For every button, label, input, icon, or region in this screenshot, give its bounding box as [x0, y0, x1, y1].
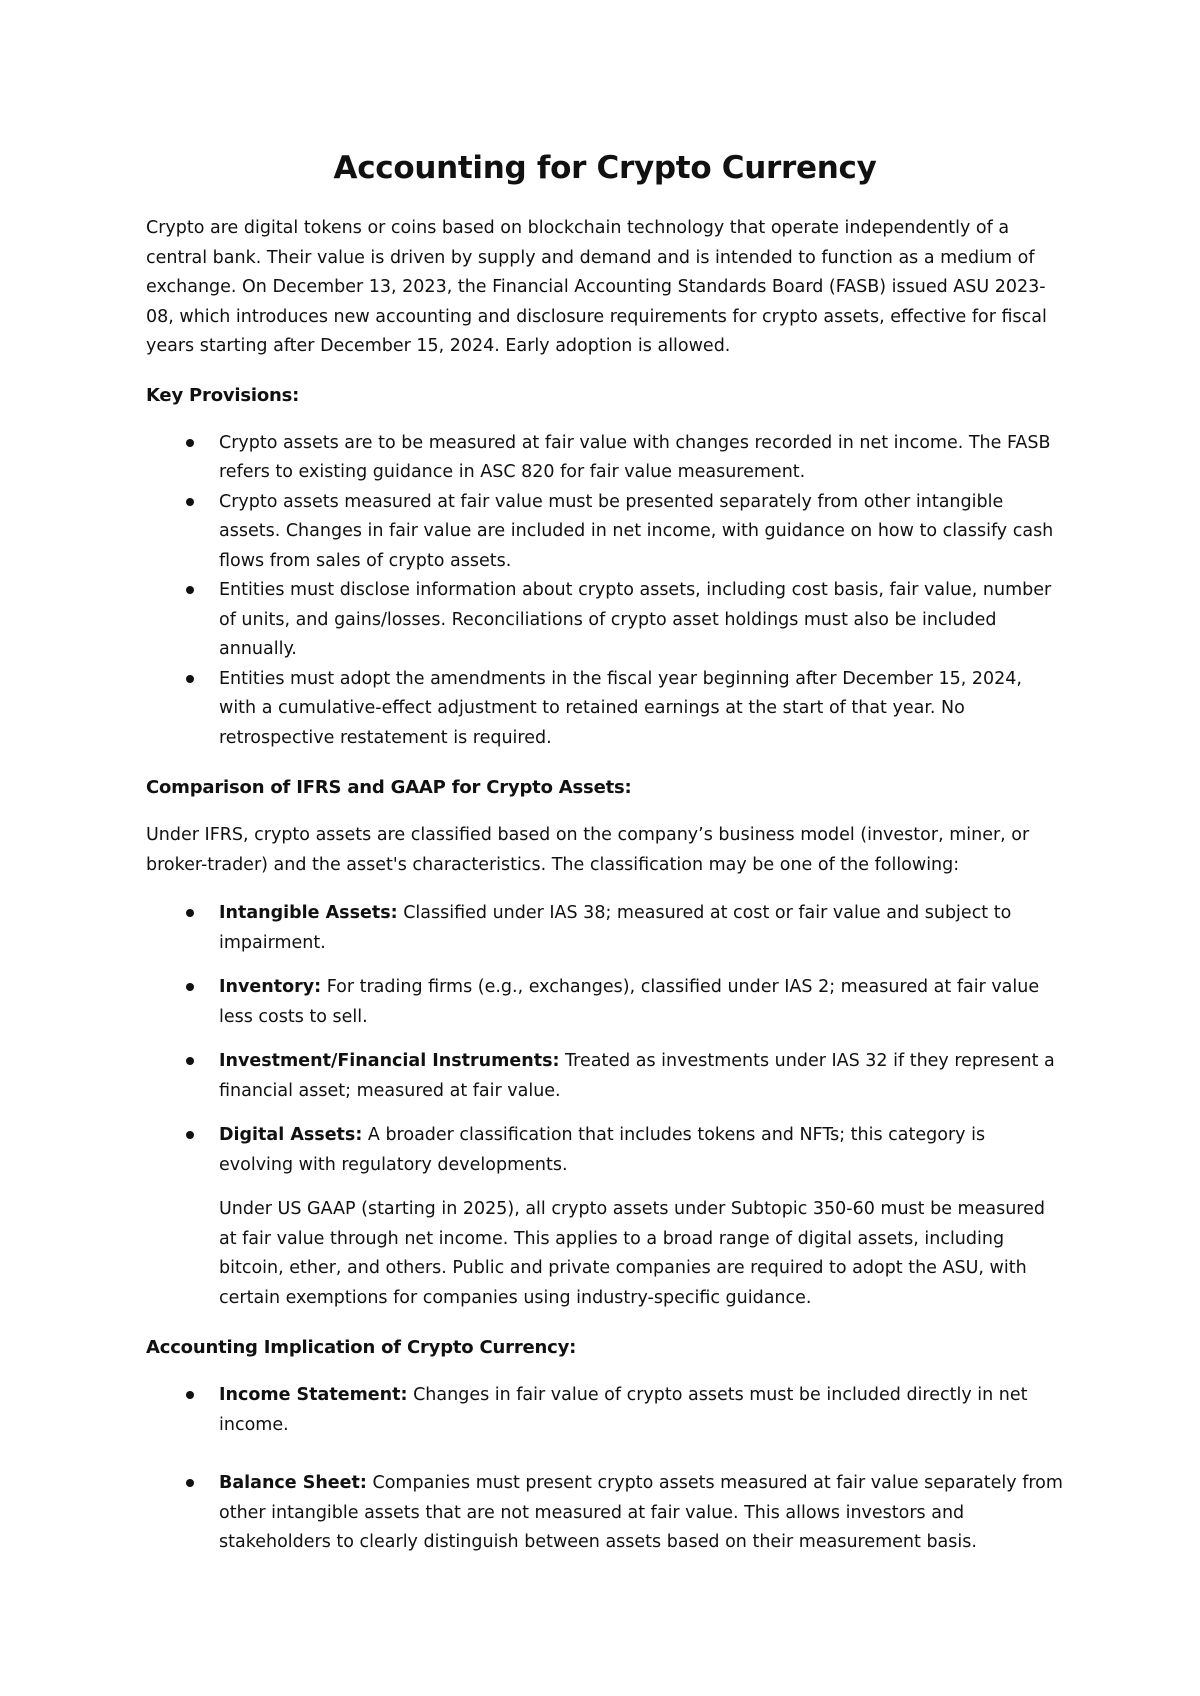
- implication-heading: Accounting Implication of Crypto Currency:: [146, 1337, 577, 1358]
- list-item: [146, 1047, 1064, 1106]
- list-item: [146, 1381, 1064, 1440]
- list-item-text: Entities must adopt the amendments in the fiscal year beginning after December 15, 2024, with a cumulative-effect adjustment to retained earnings at the start of that year. No retrospective restatement is required.: [219, 668, 1022, 748]
- list-item-label: Intangible Assets:: [219, 903, 398, 923]
- key-provisions-list: [146, 429, 1064, 754]
- bullet-icon: [186, 983, 194, 991]
- bullet-icon: [186, 1391, 194, 1399]
- intro-paragraph: Crypto are digital tokens or coins based on blockchain technology that operate independently of a central bank. Their value is driven by supply and demand and is intended to function as a medium of exchange. On December 13, 2023, the Financial Accounting Standards Board (FASB) issued ASU 2023-08, which introduces new accounting and disclosure requirements for crypto assets, effective for fiscal years starting after December 15, 2024. Early adoption is allowed.: [146, 218, 1047, 356]
- list-item-text: Crypto assets are to be measured at fair value with changes recorded in net income. The FASB refers to existing guidance in ASC 820 for fair value measurement.: [219, 432, 1051, 482]
- list-item: [146, 665, 1064, 754]
- bullet-icon: [186, 1057, 194, 1065]
- list-item-label: Balance Sheet:: [219, 1473, 367, 1493]
- bullet-icon: [186, 498, 194, 506]
- list-item-label: Investment/Financial Instruments:: [219, 1051, 560, 1071]
- comparison-heading: Comparison of IFRS and GAAP for Crypto Assets:: [146, 777, 632, 798]
- gaap-note-paragraph: Under US GAAP (starting in 2025), all crypto assets under Subtopic 350-60 must be measured at fair value through net income. This applies to a broad range of digital assets, including bitcoin, ether, and others. Public and private companies are required to adopt the ASU, with certain exemptions for companies using industry-specific guidance.: [219, 1199, 1045, 1308]
- document-content: [146, 148, 1064, 1558]
- list-item-text: For trading firms (e.g., exchanges), classified under IAS 2; measured at fair value less costs to sell.: [219, 977, 1040, 1027]
- list-item-text: Crypto assets measured at fair value must be presented separately from other intangible assets. Changes in fair value are included in net income, with guidance on how to classify cash flows from sales of crypto assets.: [219, 491, 1054, 571]
- list-item: [146, 1121, 1064, 1180]
- bullet-icon: [186, 439, 194, 447]
- bullet-icon: [186, 675, 194, 683]
- list-item-text: Classified under IAS 38; measured at cost or fair value and subject to impairment.: [219, 903, 1012, 953]
- list-item-text: Entities must disclose information about crypto assets, including cost basis, fair value, number of units, and gains/losses. Reconciliations of crypto asset holdings must also be included annually.: [219, 580, 1052, 659]
- list-item: [146, 899, 1064, 958]
- bullet-icon: [186, 586, 194, 594]
- list-item-text: Treated as investments under IAS 32 if they represent a financial asset; measured at fair value.: [219, 1051, 1055, 1101]
- list-item-label: Inventory:: [219, 977, 322, 997]
- bullet-icon: [186, 909, 194, 917]
- list-item-label: Income Statement:: [219, 1385, 408, 1405]
- list-item-text: Companies must present crypto assets measured at fair value separately from other intangible assets that are not measured at fair value. This allows investors and stakeholders to clearly distinguish between assets based on their measurement basis.: [219, 1473, 1063, 1552]
- key-provisions-heading: Key Provisions:: [146, 384, 300, 406]
- list-item: [146, 973, 1064, 1032]
- list-item: [146, 429, 1064, 488]
- list-item: [146, 576, 1064, 665]
- list-item-text: A broader classification that includes tokens and NFTs; this category is evolving with regulatory developments.: [219, 1125, 986, 1175]
- bullet-icon: [186, 1479, 194, 1487]
- bullet-icon: [186, 1131, 194, 1139]
- document-title: Accounting for Crypto Currency: [333, 150, 877, 186]
- list-item-text: Changes in fair value of crypto assets must be included directly in net income.: [219, 1385, 1028, 1435]
- ifrs-classification-list: [146, 899, 1064, 1180]
- list-item-label: Digital Assets:: [219, 1125, 363, 1145]
- list-item: [146, 1469, 1064, 1558]
- implication-list: [146, 1381, 1064, 1558]
- ifrs-intro-paragraph: Under IFRS, crypto assets are classified based on the company’s business model (investor, miner, or broker-trader) and the asset's characteristics. The classification may be one of the following:: [146, 825, 1030, 875]
- list-item: [146, 488, 1064, 577]
